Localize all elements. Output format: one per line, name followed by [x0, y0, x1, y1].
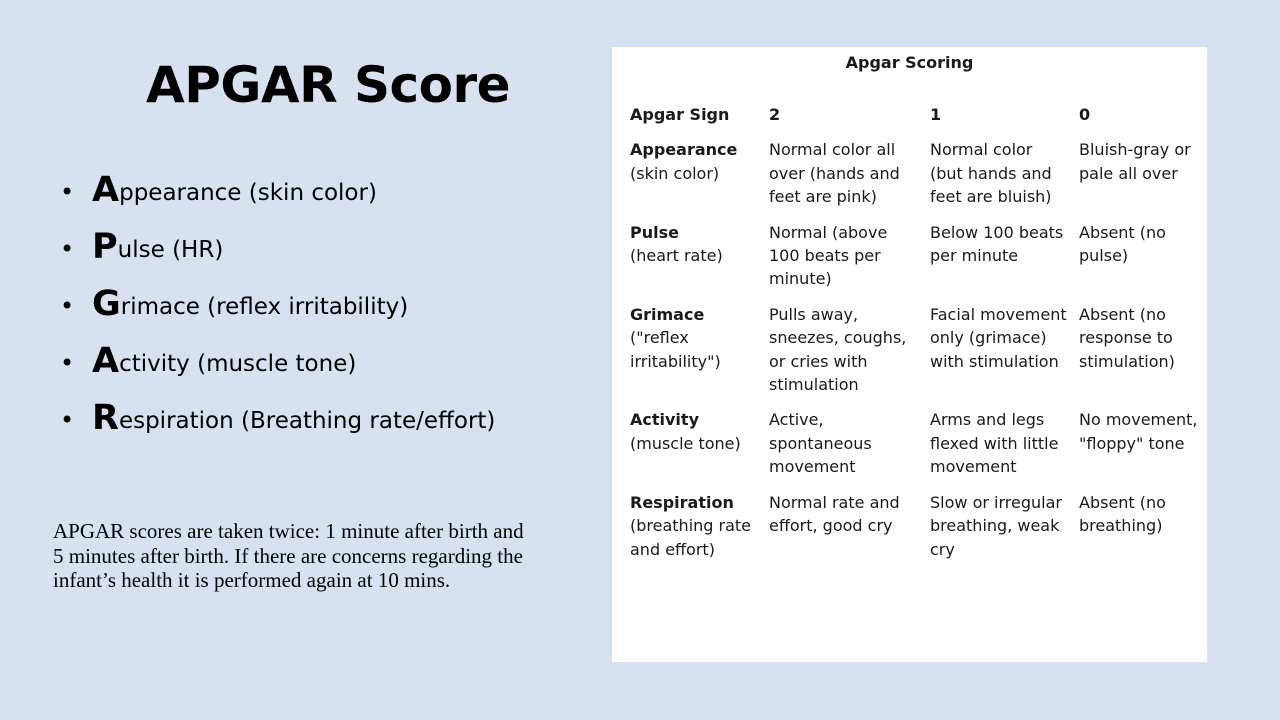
- column-header-0: 0: [1079, 105, 1091, 124]
- column-header-sign: Apgar Sign: [630, 105, 730, 124]
- acronym-text: ppearance (skin color): [119, 180, 377, 206]
- acronym-letter: A: [92, 341, 120, 381]
- column-header-2: 2: [769, 105, 781, 124]
- table-row: [624, 138, 1205, 220]
- table-title: Apgar Scoring: [845, 53, 974, 72]
- acronym-letter: P: [92, 227, 118, 267]
- table-row: [624, 221, 1205, 303]
- sign-cell: [624, 221, 763, 303]
- table-header-row: [624, 103, 1205, 138]
- table-row: [624, 303, 1205, 409]
- list-item: [60, 333, 495, 390]
- score-0-cell: Absent (no pulse): [1079, 222, 1166, 266]
- acronym-text: rimace (reflex irritability): [120, 294, 409, 320]
- bullet-icon: •: [60, 406, 75, 434]
- sign-description: (skin color): [630, 163, 720, 183]
- score-2-cell: Normal rate and effort, good cry: [769, 492, 900, 536]
- sign-name: Grimace: [630, 304, 705, 324]
- sign-name: Appearance: [630, 140, 738, 160]
- acronym-text: ulse (HR): [117, 237, 224, 263]
- sign-description: ("reflex irritability"): [630, 328, 721, 371]
- score-1-cell: Slow or irregular breathing, weak cry: [930, 492, 1062, 559]
- acronym-letter: R: [92, 398, 119, 438]
- score-0-cell: No movement, "floppy" tone: [1079, 410, 1198, 453]
- acronym-text: ctivity (muscle tone): [119, 351, 357, 377]
- acronym-list: [60, 162, 495, 447]
- acronym-text: espiration (Breathing rate/effort): [118, 408, 496, 434]
- bullet-icon: •: [60, 235, 75, 263]
- score-1-cell: Arms and legs flexed with little movement: [930, 410, 1059, 477]
- list-item: [60, 219, 495, 276]
- bullet-icon: •: [60, 349, 75, 377]
- score-1-cell: Below 100 beats per minute: [930, 222, 1064, 266]
- bullet-icon: •: [60, 292, 75, 320]
- sign-cell: [624, 491, 763, 573]
- apgar-table: [624, 103, 1205, 573]
- apgar-table-image: [612, 47, 1207, 662]
- score-1-cell: Facial movement only (grimace) with stimulation: [930, 304, 1067, 371]
- bullet-icon: •: [60, 178, 75, 206]
- sign-cell: [624, 138, 763, 220]
- score-2-cell: Active, spontaneous movement: [769, 410, 872, 477]
- score-2-cell: Normal color all over (hands and feet are pink): [769, 140, 900, 207]
- acronym-letter: A: [92, 170, 120, 210]
- sign-name: Activity: [630, 410, 699, 430]
- score-1-cell: Normal color (but hands and feet are bluish): [930, 140, 1052, 207]
- sign-description: (muscle tone): [630, 433, 741, 453]
- table-row: [624, 408, 1205, 490]
- sign-name: Respiration: [630, 492, 734, 512]
- score-2-cell: Normal (above 100 beats per minute): [769, 222, 888, 289]
- column-header-1: 1: [930, 105, 942, 124]
- sign-description: (heart rate): [630, 246, 723, 266]
- score-0-cell: Absent (no response to stimulation): [1079, 304, 1175, 371]
- timing-note: APGAR scores are taken twice: 1 minute after birth and 5 minutes after birth. If there are concerns regarding the infant’s health it is performed again at 10 mins.: [53, 519, 524, 592]
- page-title: APGAR Score: [146, 56, 511, 114]
- acronym-letter: G: [92, 284, 121, 324]
- score-2-cell: Pulls away, sneezes, coughs, or cries with stimulation: [769, 304, 907, 395]
- table-row: [624, 491, 1205, 573]
- list-item: [60, 162, 495, 219]
- sign-cell: [624, 303, 763, 409]
- sign-description: (breathing rate and effort): [630, 516, 752, 559]
- list-item: [60, 390, 495, 447]
- sign-cell: [624, 408, 763, 490]
- list-item: [60, 276, 495, 333]
- sign-name: Pulse: [630, 222, 679, 242]
- score-0-cell: Bluish-gray or pale all over: [1079, 140, 1191, 183]
- score-0-cell: Absent (no breathing): [1079, 492, 1166, 536]
